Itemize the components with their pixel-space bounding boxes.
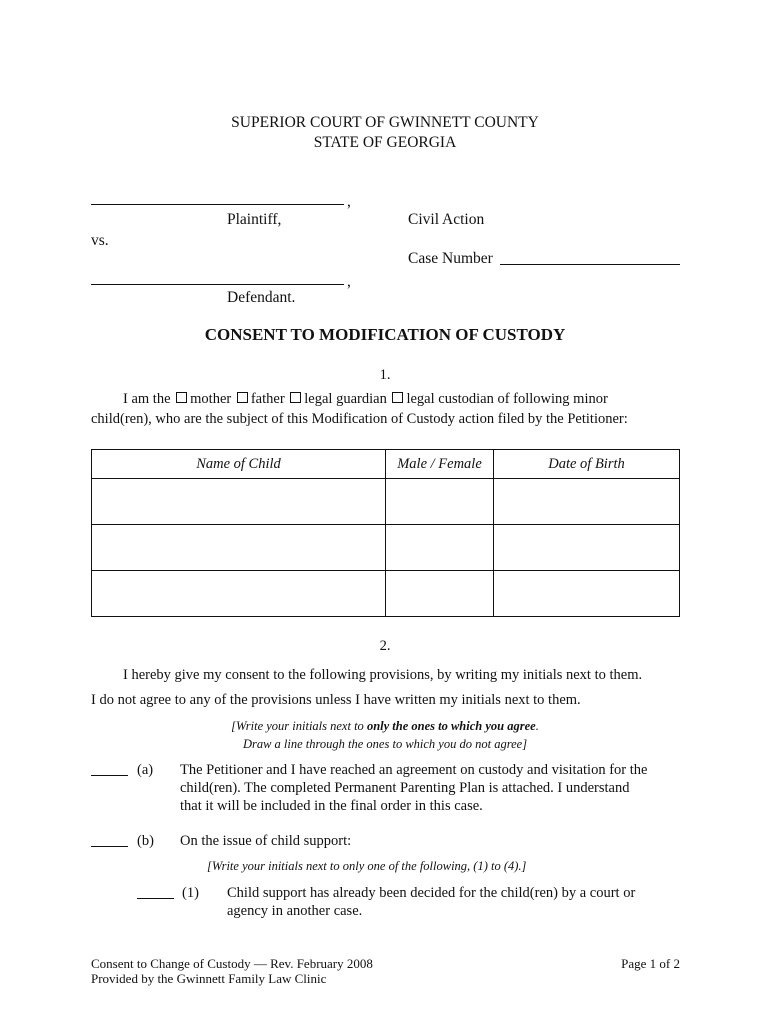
children-table-header — [92, 450, 680, 479]
initials-instruction — [0, 718, 770, 734]
table-row — [92, 479, 680, 525]
initials-line-1[interactable] — [137, 898, 174, 899]
instruction-prefix: [Write your initials next to — [231, 719, 367, 733]
document-title: CONSENT TO MODIFICATION OF CUSTODY — [204, 325, 566, 344]
child-gender-cell[interactable] — [386, 479, 494, 525]
initials-instruction-2: Draw a line through the ones to which you do not agree] — [242, 737, 528, 751]
item-1-line-2: agency in another case. — [227, 903, 363, 919]
section-2-number: 2. — [379, 638, 391, 654]
table-row — [92, 525, 680, 571]
relationship-line — [123, 390, 608, 408]
page-number: Page 1 of 2 — [621, 956, 680, 971]
child-dob-cell[interactable] — [494, 571, 680, 617]
item-b-text: On the issue of child support: — [180, 833, 352, 849]
relationship-intro: I am the — [123, 391, 171, 407]
instruction-emphasis: only the ones to which you agree — [366, 719, 536, 733]
initials-line-a[interactable] — [91, 775, 128, 776]
name-of-child-header: Name of Child — [92, 450, 386, 479]
mother-option: mother — [190, 391, 232, 407]
gender-header: Male / Female — [386, 450, 494, 479]
father-checkbox[interactable] — [237, 392, 248, 403]
item-1-label: (1) — [182, 885, 199, 901]
plaintiff-name-line[interactable] — [91, 204, 344, 205]
legal-guardian-checkbox[interactable] — [290, 392, 301, 403]
plaintiff-label: Plaintiff, — [227, 211, 282, 228]
item-1-line-1: Child support has already been decided for the child(ren) by a court or — [227, 885, 636, 901]
vs-label: vs. — [91, 232, 109, 249]
item-b-label: (b) — [137, 833, 154, 849]
section-1-number: 1. — [379, 367, 391, 383]
legal-custodian-option: legal custodian of following minor — [406, 391, 608, 407]
instruction-suffix: . — [535, 719, 539, 733]
case-number-line[interactable] — [500, 264, 680, 265]
child-gender-cell[interactable] — [386, 525, 494, 571]
date-of-birth-header: Date of Birth — [494, 450, 680, 479]
child-gender-cell[interactable] — [386, 571, 494, 617]
consent-paragraph-2: I do not agree to any of the provisions unless I have written my initials next to them. — [91, 692, 581, 708]
case-number-label: Case Number — [408, 250, 493, 267]
defendant-comma: , — [347, 273, 351, 290]
child-dob-cell[interactable] — [494, 525, 680, 571]
consent-paragraph-1: I hereby give my consent to the following provisions, by writing my initials next to them. — [123, 667, 643, 683]
civil-action-label: Civil Action — [408, 211, 485, 228]
item-b-instruction: [Write your initials next to only one of the following, (1) to (4).] — [207, 859, 527, 873]
legal-custodian-checkbox[interactable] — [392, 392, 403, 403]
plaintiff-comma: , — [347, 193, 351, 210]
item-a-label: (a) — [137, 762, 154, 778]
item-a-line-1: The Petitioner and I have reached an agreement on custody and visitation for the — [180, 762, 648, 778]
defendant-label: Defendant. — [227, 289, 296, 306]
state-name: STATE OF GEORGIA — [313, 134, 457, 151]
legal-guardian-option: legal guardian — [304, 391, 387, 407]
footer-form-title: Consent to Change of Custody — Rev. February 2008 — [91, 956, 373, 971]
child-name-cell[interactable] — [92, 571, 386, 617]
children-subject-line: child(ren), who are the subject of this Modification of Custody action filed by the Petitioner: — [91, 411, 628, 427]
footer-provider: Provided by the Gwinnett Family Law Clinic — [91, 971, 327, 986]
child-name-cell[interactable] — [92, 525, 386, 571]
item-a-line-3: that it will be included in the final order in this case. — [180, 798, 483, 814]
children-table — [91, 449, 680, 617]
item-a-line-2: child(ren). The completed Permanent Parenting Plan is attached. I understand — [180, 780, 630, 796]
child-name-cell[interactable] — [92, 479, 386, 525]
child-dob-cell[interactable] — [494, 479, 680, 525]
court-name: SUPERIOR COURT OF GWINNETT COUNTY — [231, 114, 539, 131]
mother-checkbox[interactable] — [176, 392, 187, 403]
initials-line-b[interactable] — [91, 846, 128, 847]
defendant-name-line[interactable] — [91, 284, 344, 285]
table-row — [92, 571, 680, 617]
father-option: father — [250, 391, 285, 407]
